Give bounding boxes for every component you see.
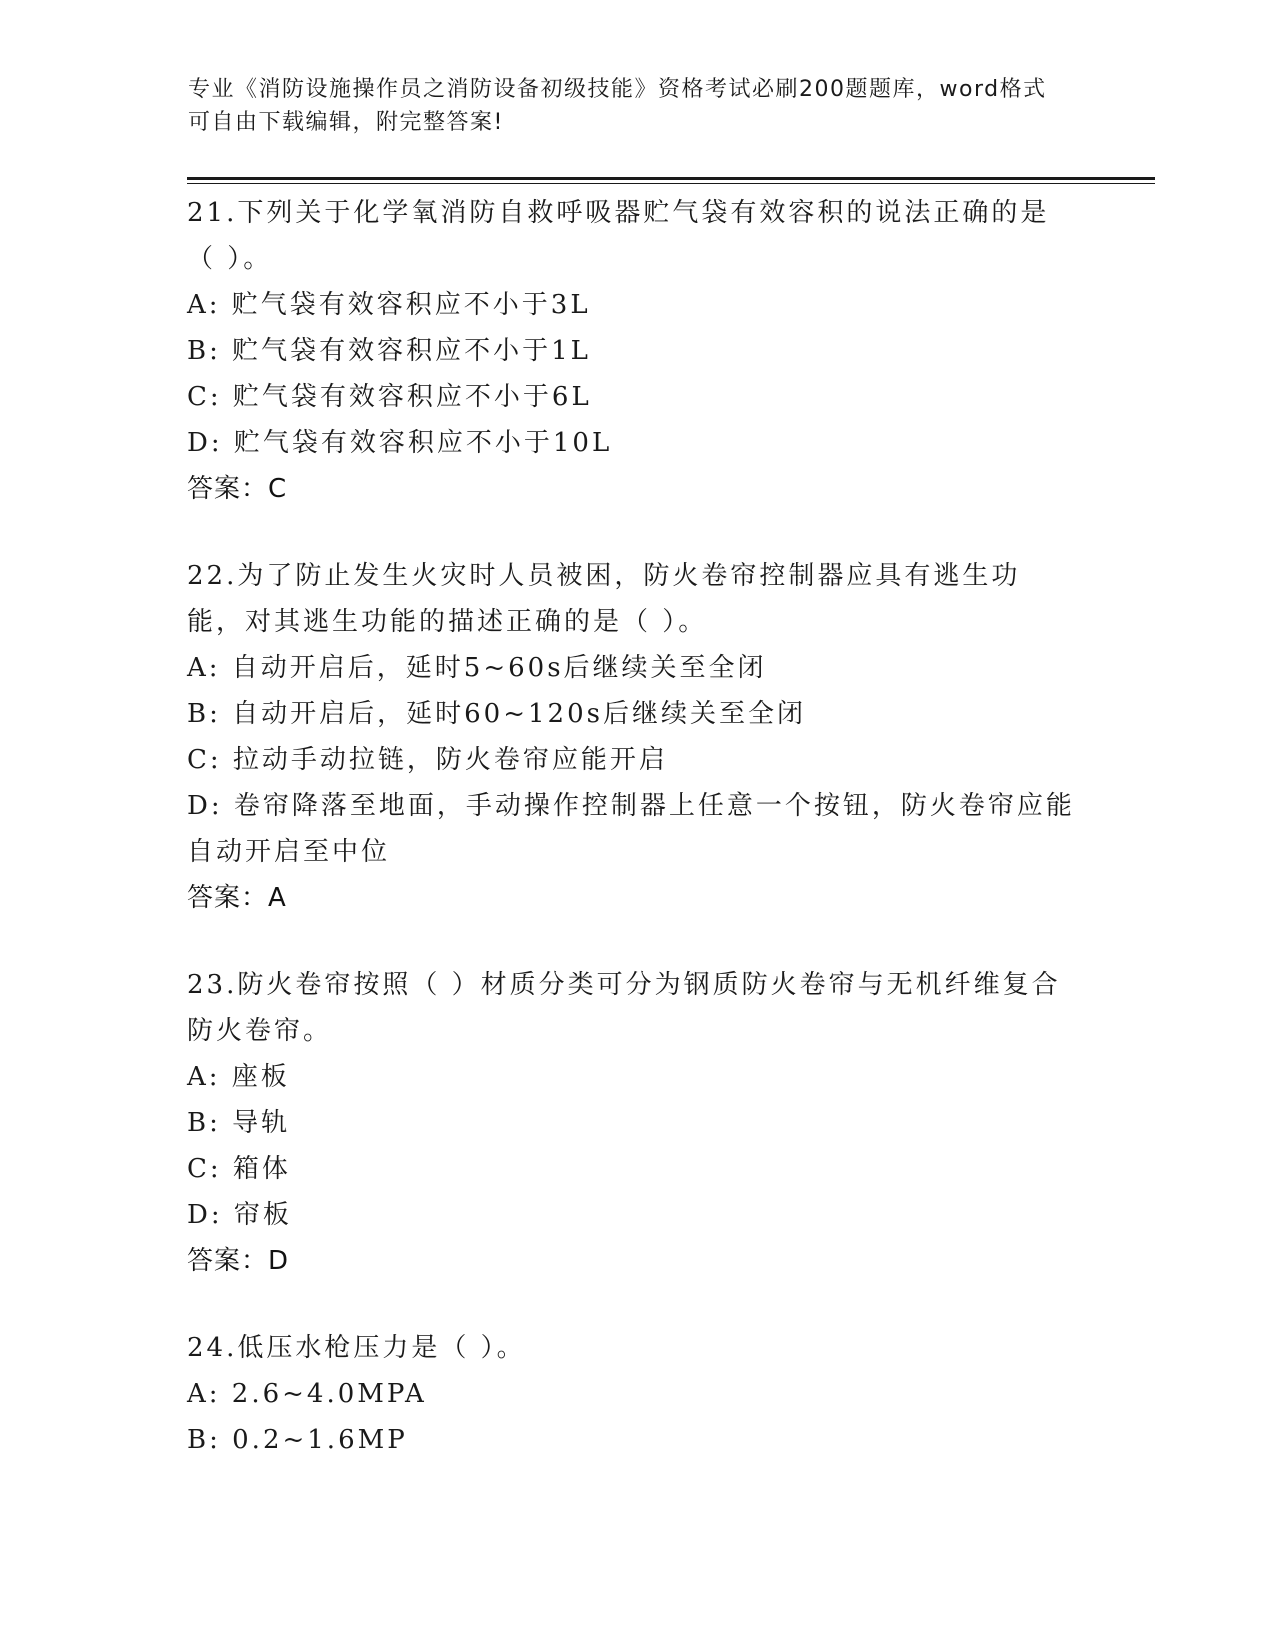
question-list	[187, 190, 1077, 1504]
document-header: 专业《消防设施操作员之消防设备初级技能》资格考试必刷200题题库，word格式可自由下载编辑，附完整答案!	[188, 77, 1047, 135]
option-a: A: 自动开启后，延时5~60s后继续关至全闭	[187, 653, 767, 683]
option-b: B: 0.2~1.6MP	[187, 1425, 408, 1455]
option-d: D: 贮气袋有效容积应不小于10L	[187, 428, 613, 458]
option-d: D: 帘板	[187, 1200, 292, 1230]
option-d: D: 卷帘降落至地面，手动操作控制器上任意一个按钮，防火卷帘应能自动开启至中位	[187, 791, 1075, 867]
header-divider-thick	[187, 177, 1155, 180]
option-b: B: 导轨	[187, 1108, 291, 1138]
answer-line: 答案：A	[187, 883, 287, 913]
answer-line: 答案：D	[187, 1246, 290, 1276]
option-a: A: 2.6~4.0MPA	[187, 1379, 427, 1409]
question-stem: 24.低压水枪压力是（ ）。	[187, 1333, 526, 1363]
question-24	[187, 1325, 1077, 1463]
question-stem: 23.防火卷帘按照（ ）材质分类可分为钢质防火卷帘与无机纤维复合防火卷帘。	[187, 970, 1061, 1046]
option-b: B: 自动开启后，延时60~120s后继续关至全闭	[187, 699, 806, 729]
header-divider-thin	[187, 183, 1155, 184]
question-22	[187, 553, 1077, 921]
option-c: C: 拉动手动拉链，防火卷帘应能开启	[187, 745, 668, 775]
question-23	[187, 962, 1077, 1284]
question-stem: 22.为了防止发生火灾时人员被困，防火卷帘控制器应具有逃生功能，对其逃生功能的描述正确的是（ ）。	[187, 561, 1021, 637]
option-a: A: 贮气袋有效容积应不小于3L	[187, 290, 591, 320]
option-c: C: 贮气袋有效容积应不小于6L	[187, 382, 592, 412]
option-a: A: 座板	[187, 1062, 290, 1092]
option-b: B: 贮气袋有效容积应不小于1L	[187, 336, 591, 366]
option-c: C: 箱体	[187, 1154, 291, 1184]
answer-line: 答案：C	[187, 474, 288, 504]
question-stem: 21.下列关于化学氧消防自救呼吸器贮气袋有效容积的说法正确的是（ ）。	[187, 198, 1050, 274]
question-21	[187, 190, 1077, 512]
